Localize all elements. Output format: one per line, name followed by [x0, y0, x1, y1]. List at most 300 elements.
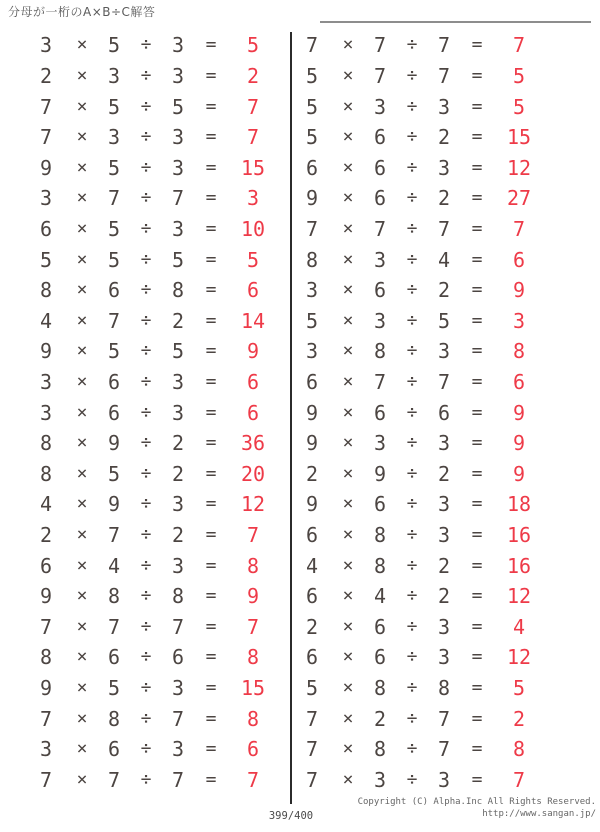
multiply-sign: × [76, 493, 88, 515]
divide-sign: ÷ [140, 524, 152, 546]
operand-a: 7 [39, 614, 53, 639]
divide-sign: ÷ [140, 768, 152, 790]
divide-sign: ÷ [140, 493, 152, 515]
operand-c: 3 [437, 339, 451, 364]
operand-c: 7 [437, 706, 451, 731]
equals-sign: = [471, 64, 483, 86]
operand-a: 6 [39, 216, 53, 241]
equals-sign: = [471, 217, 483, 239]
operand-b: 2 [373, 706, 387, 731]
equation-row [26, 612, 278, 643]
divide-sign: ÷ [140, 248, 152, 270]
equals-sign: = [471, 707, 483, 729]
operand-a: 7 [39, 706, 53, 731]
operand-c: 5 [437, 308, 451, 333]
operand-b: 6 [373, 645, 387, 670]
multiply-sign: × [342, 340, 354, 362]
operand-b: 8 [107, 584, 121, 609]
equals-sign: = [471, 524, 483, 546]
divide-sign: ÷ [140, 401, 152, 423]
equals-sign: = [471, 401, 483, 423]
divide-sign: ÷ [406, 371, 418, 392]
operand-a: 7 [39, 767, 53, 792]
operand-b: 7 [373, 216, 387, 241]
operand-b: 4 [373, 584, 387, 609]
multiply-sign: × [76, 340, 88, 362]
divide-sign: ÷ [140, 217, 152, 239]
operand-b: 5 [107, 339, 121, 364]
answer-value: 7 [246, 523, 260, 548]
divide-sign: ÷ [140, 156, 152, 178]
operand-b: 6 [107, 370, 121, 394]
operand-b: 3 [107, 63, 121, 88]
answer-value: 7 [512, 33, 526, 58]
multiply-sign: × [342, 768, 354, 790]
equals-sign: = [205, 615, 217, 637]
multiply-sign: × [76, 156, 88, 178]
operand-a: 6 [305, 155, 319, 180]
operand-c: 8 [171, 584, 185, 609]
operand-a: 2 [305, 461, 319, 486]
multiply-sign: × [76, 248, 88, 270]
equation-row [292, 183, 544, 214]
multiply-sign: × [76, 95, 88, 117]
answer-value: 9 [512, 278, 526, 303]
operand-a: 9 [39, 155, 53, 180]
answer-value: 6 [246, 278, 260, 303]
answer-value: 6 [512, 247, 526, 272]
equation-row [26, 305, 278, 336]
equals-sign: = [205, 309, 217, 331]
equals-sign: = [205, 585, 217, 607]
equation-row [292, 489, 544, 520]
equation-row [292, 244, 544, 275]
divide-sign: ÷ [406, 768, 418, 790]
equation-row [26, 765, 278, 796]
multiply-sign: × [342, 64, 354, 86]
multiply-sign: × [76, 585, 88, 607]
equation-row [292, 336, 544, 367]
operand-b: 6 [107, 645, 121, 670]
divide-sign: ÷ [406, 64, 418, 86]
answer-value: 8 [512, 737, 526, 762]
copyright-text: Copyright (C) Alpha.Inc All Rights Reserved. [357, 797, 596, 807]
multiply-sign: × [76, 64, 88, 86]
operand-b: 8 [373, 737, 387, 762]
equals-sign: = [471, 738, 483, 760]
multiply-sign: × [76, 677, 88, 699]
equation-row [26, 428, 278, 459]
operand-a: 2 [39, 523, 53, 548]
operand-a: 6 [39, 553, 53, 578]
answer-value: 4 [512, 614, 526, 639]
answer-value: 8 [246, 553, 260, 578]
multiply-sign: × [76, 187, 88, 209]
equals-sign: = [205, 646, 217, 668]
divide-sign: ÷ [406, 401, 418, 423]
divide-sign: ÷ [140, 95, 152, 117]
operand-b: 9 [107, 431, 121, 456]
operand-c: 3 [437, 94, 451, 119]
operand-b: 6 [373, 492, 387, 517]
operand-a: 7 [305, 767, 319, 792]
equals-sign: = [205, 371, 217, 392]
operand-b: 6 [107, 400, 121, 425]
equals-sign: = [205, 64, 217, 86]
answer-value: 6 [246, 370, 260, 394]
operand-a: 8 [39, 278, 53, 303]
equation-row [292, 703, 544, 734]
equals-sign: = [471, 187, 483, 209]
operand-a: 6 [305, 645, 319, 670]
multiply-sign: × [76, 738, 88, 760]
answer-value: 16 [506, 523, 532, 548]
operand-b: 6 [373, 278, 387, 303]
operand-a: 5 [305, 308, 319, 333]
multiply-sign: × [342, 462, 354, 484]
operand-c: 7 [437, 33, 451, 58]
answer-value: 7 [246, 614, 260, 639]
multiply-sign: × [76, 126, 88, 148]
equation-row [26, 550, 278, 581]
divide-sign: ÷ [140, 462, 152, 484]
equals-sign: = [205, 34, 217, 56]
multiply-sign: × [76, 432, 88, 454]
equals-sign: = [471, 493, 483, 515]
column-right [292, 30, 544, 795]
answer-value: 8 [246, 706, 260, 731]
answer-value: 9 [246, 584, 260, 609]
operand-b: 5 [107, 676, 121, 701]
equation-row [26, 673, 278, 704]
equals-sign: = [471, 248, 483, 270]
equals-sign: = [205, 738, 217, 760]
equation-row [26, 397, 278, 428]
operand-b: 8 [373, 339, 387, 364]
operand-a: 8 [305, 247, 319, 272]
operand-b: 8 [373, 523, 387, 548]
operand-a: 5 [305, 125, 319, 150]
operand-b: 3 [373, 431, 387, 456]
answer-value: 6 [246, 737, 260, 762]
multiply-sign: × [342, 677, 354, 699]
operand-c: 7 [437, 63, 451, 88]
equals-sign: = [205, 248, 217, 270]
operand-a: 7 [39, 125, 53, 150]
multiply-sign: × [76, 707, 88, 729]
answer-value: 10 [240, 216, 266, 241]
operand-a: 6 [305, 523, 319, 548]
operand-c: 3 [437, 431, 451, 456]
operand-c: 3 [171, 737, 185, 762]
equation-row [292, 459, 544, 490]
answer-value: 12 [506, 645, 532, 670]
operand-c: 2 [171, 308, 185, 333]
equals-sign: = [471, 340, 483, 362]
equals-sign: = [205, 493, 217, 515]
operand-a: 9 [305, 400, 319, 425]
operand-c: 7 [171, 614, 185, 639]
operand-b: 6 [373, 155, 387, 180]
column-left [26, 30, 278, 795]
divide-sign: ÷ [406, 34, 418, 56]
operand-a: 4 [39, 308, 53, 333]
operand-b: 7 [107, 523, 121, 548]
multiply-sign: × [342, 95, 354, 117]
divide-sign: ÷ [406, 554, 418, 576]
answer-value: 6 [512, 370, 526, 394]
equation-row [26, 581, 278, 612]
operand-c: 7 [437, 370, 451, 394]
divide-sign: ÷ [140, 64, 152, 86]
divide-sign: ÷ [406, 340, 418, 362]
multiply-sign: × [76, 217, 88, 239]
multiply-sign: × [342, 401, 354, 423]
divide-sign: ÷ [406, 462, 418, 484]
divide-sign: ÷ [406, 309, 418, 331]
operand-c: 3 [171, 33, 185, 58]
equals-sign: = [205, 554, 217, 576]
operand-b: 5 [107, 33, 121, 58]
operand-c: 2 [437, 186, 451, 211]
operand-c: 2 [171, 431, 185, 456]
operand-c: 2 [171, 461, 185, 486]
divide-sign: ÷ [140, 187, 152, 209]
equation-row [26, 275, 278, 306]
equation-row [292, 520, 544, 551]
operand-a: 9 [39, 339, 53, 364]
multiply-sign: × [342, 554, 354, 576]
answer-value: 5 [246, 33, 260, 58]
divide-sign: ÷ [140, 677, 152, 699]
equation-row [26, 459, 278, 490]
multiply-sign: × [342, 248, 354, 270]
operand-b: 7 [107, 308, 121, 333]
operand-a: 9 [39, 584, 53, 609]
equals-sign: = [471, 371, 483, 392]
equals-sign: = [471, 646, 483, 668]
operand-a: 6 [305, 370, 319, 394]
divide-sign: ÷ [140, 707, 152, 729]
multiply-sign: × [342, 432, 354, 454]
answer-value: 8 [512, 339, 526, 364]
equals-sign: = [205, 340, 217, 362]
divide-sign: ÷ [406, 126, 418, 148]
operand-c: 2 [437, 278, 451, 303]
equation-row [26, 214, 278, 245]
operand-b: 6 [373, 614, 387, 639]
equation-row [26, 336, 278, 367]
answer-value: 5 [512, 63, 526, 88]
divide-sign: ÷ [406, 677, 418, 699]
operand-b: 7 [373, 370, 387, 394]
divide-sign: ÷ [406, 217, 418, 239]
multiply-sign: × [76, 554, 88, 576]
operand-a: 3 [39, 33, 53, 58]
divide-sign: ÷ [406, 493, 418, 515]
multiply-sign: × [76, 646, 88, 668]
equation-row [292, 275, 544, 306]
operand-c: 7 [171, 706, 185, 731]
equation-row [292, 214, 544, 245]
divide-sign: ÷ [140, 738, 152, 760]
operand-c: 7 [437, 737, 451, 762]
divide-sign: ÷ [406, 738, 418, 760]
divide-sign: ÷ [140, 340, 152, 362]
operand-b: 7 [107, 614, 121, 639]
equals-sign: = [471, 432, 483, 454]
operand-b: 7 [107, 767, 121, 792]
operand-b: 9 [373, 461, 387, 486]
equals-sign: = [471, 585, 483, 607]
operand-a: 7 [39, 94, 53, 119]
equals-sign: = [205, 524, 217, 546]
operand-b: 6 [107, 278, 121, 303]
page-number: 399/400 [268, 810, 314, 822]
equation-row [292, 581, 544, 612]
multiply-sign: × [342, 187, 354, 209]
answer-value: 12 [506, 584, 532, 609]
equation-row [26, 489, 278, 520]
operand-b: 5 [107, 155, 121, 180]
operand-a: 3 [305, 278, 319, 303]
operand-c: 3 [437, 767, 451, 792]
equation-row [292, 765, 544, 796]
equals-sign: = [205, 677, 217, 699]
operand-c: 3 [171, 553, 185, 578]
operand-b: 4 [107, 553, 121, 578]
operand-a: 2 [39, 63, 53, 88]
equation-row [26, 183, 278, 214]
equation-row [26, 520, 278, 551]
operand-b: 5 [107, 216, 121, 241]
operand-b: 3 [373, 767, 387, 792]
operand-c: 2 [437, 584, 451, 609]
operand-a: 2 [305, 614, 319, 639]
divide-sign: ÷ [406, 707, 418, 729]
copyright-url: http://www.sangan.jp/ [482, 808, 596, 819]
answer-value: 20 [240, 461, 266, 486]
divide-sign: ÷ [406, 585, 418, 607]
answer-value: 18 [506, 492, 532, 517]
equation-row [292, 152, 544, 183]
operand-a: 8 [39, 645, 53, 670]
answer-value: 7 [246, 125, 260, 150]
operand-a: 9 [305, 492, 319, 517]
operand-c: 7 [437, 216, 451, 241]
operand-b: 8 [107, 706, 121, 731]
equation-row [292, 91, 544, 122]
equation-row [26, 122, 278, 153]
answer-value: 7 [512, 216, 526, 241]
multiply-sign: × [342, 524, 354, 546]
multiply-sign: × [76, 279, 88, 301]
answer-value: 6 [246, 400, 260, 425]
operand-c: 4 [437, 247, 451, 272]
multiply-sign: × [342, 126, 354, 148]
answer-value: 9 [512, 461, 526, 486]
equation-row [292, 673, 544, 704]
operand-c: 8 [171, 278, 185, 303]
answer-value: 12 [240, 492, 266, 517]
divide-sign: ÷ [406, 95, 418, 117]
operand-b: 5 [107, 247, 121, 272]
multiply-sign: × [342, 615, 354, 637]
operand-b: 3 [107, 125, 121, 150]
equation-row [292, 642, 544, 673]
operand-a: 7 [305, 216, 319, 241]
multiply-sign: × [76, 371, 88, 392]
answer-value: 15 [240, 155, 266, 180]
operand-c: 3 [171, 400, 185, 425]
operand-b: 7 [107, 186, 121, 211]
divide-sign: ÷ [406, 524, 418, 546]
equals-sign: = [471, 677, 483, 699]
equals-sign: = [205, 95, 217, 117]
operand-c: 7 [171, 186, 185, 211]
answer-value: 7 [512, 767, 526, 792]
operand-c: 3 [437, 523, 451, 548]
operand-b: 3 [373, 308, 387, 333]
equation-row [26, 91, 278, 122]
equals-sign: = [205, 768, 217, 790]
answer-value: 15 [506, 125, 532, 150]
answer-value: 5 [246, 247, 260, 272]
equals-sign: = [471, 462, 483, 484]
equation-row [26, 152, 278, 183]
multiply-sign: × [76, 34, 88, 56]
operand-c: 5 [171, 247, 185, 272]
equation-row [26, 244, 278, 275]
answer-value: 36 [240, 431, 266, 456]
answer-value: 9 [246, 339, 260, 364]
answer-value: 9 [512, 431, 526, 456]
divide-sign: ÷ [140, 554, 152, 576]
operand-a: 8 [39, 461, 53, 486]
answer-value: 5 [512, 676, 526, 701]
operand-a: 3 [39, 737, 53, 762]
multiply-sign: × [342, 646, 354, 668]
operand-c: 3 [171, 125, 185, 150]
operand-a: 7 [305, 33, 319, 58]
divide-sign: ÷ [140, 371, 152, 392]
divide-sign: ÷ [406, 248, 418, 270]
equals-sign: = [471, 156, 483, 178]
divide-sign: ÷ [140, 126, 152, 148]
operand-c: 2 [171, 523, 185, 548]
answer-value: 2 [246, 63, 260, 88]
operand-a: 3 [39, 370, 53, 394]
equation-row [26, 30, 278, 61]
operand-c: 2 [437, 553, 451, 578]
multiply-sign: × [76, 401, 88, 423]
equation-row [292, 397, 544, 428]
equation-row [292, 122, 544, 153]
answer-value: 2 [512, 706, 526, 731]
operand-c: 3 [171, 370, 185, 394]
operand-c: 3 [171, 676, 185, 701]
operand-a: 3 [305, 339, 319, 364]
equals-sign: = [471, 279, 483, 301]
equation-row [292, 734, 544, 765]
operand-b: 8 [373, 676, 387, 701]
divide-sign: ÷ [406, 646, 418, 668]
operand-b: 8 [373, 553, 387, 578]
operand-a: 3 [39, 186, 53, 211]
operand-b: 6 [373, 125, 387, 150]
operand-a: 7 [305, 706, 319, 731]
answer-value: 3 [246, 186, 260, 211]
